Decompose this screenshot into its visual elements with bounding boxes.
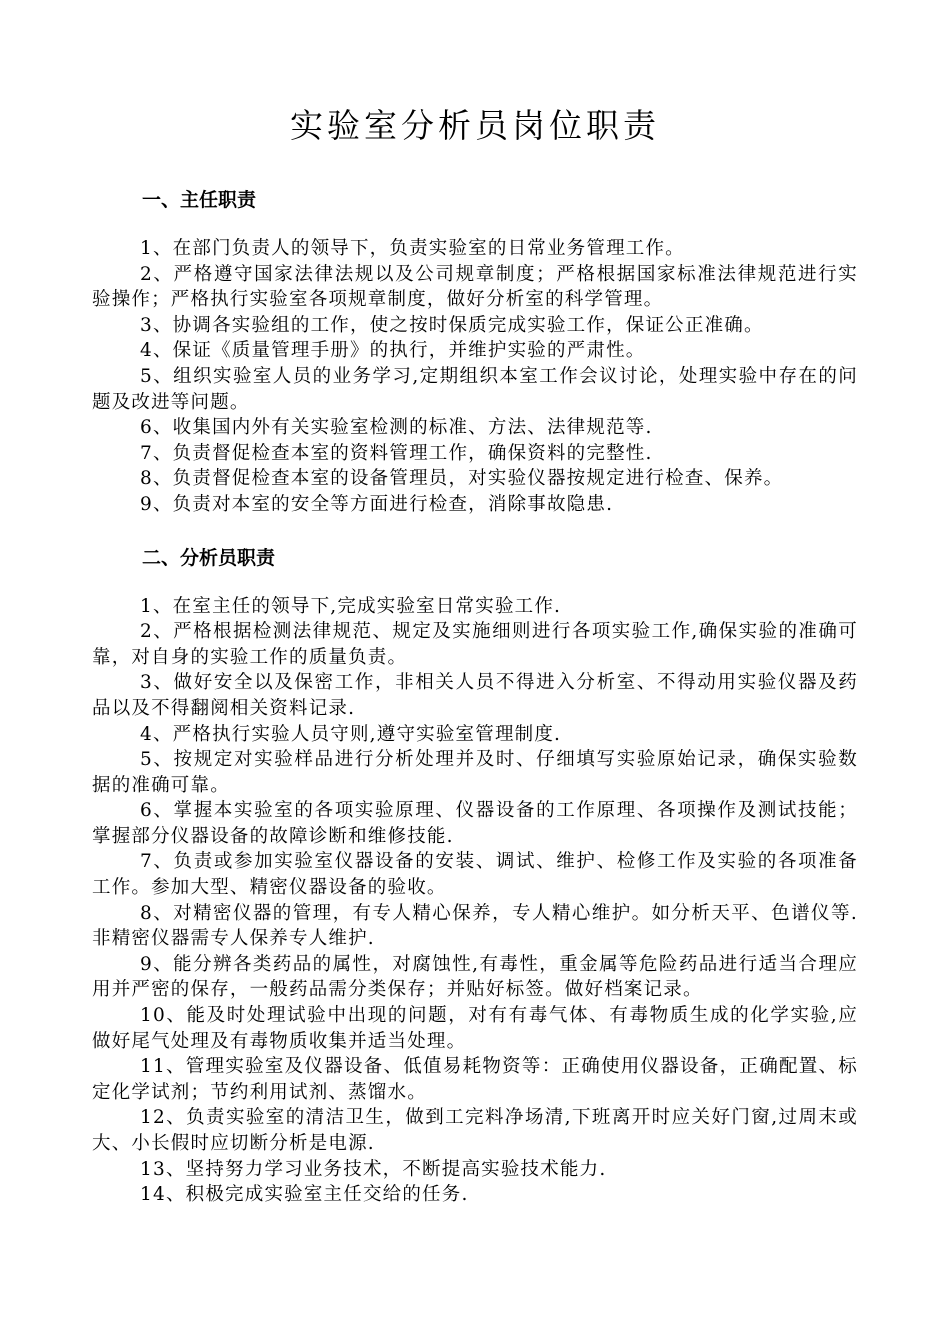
list-item: 3、做好安全以及保密工作，非相关人员不得进入分析室、不得动用实验仪器及药品以及不得翻阅相关资料记录. <box>92 672 858 719</box>
list-item: 2、严格根据检测法律规范、规定及实施细则进行各项实验工作,确保实验的准确可靠，对自身的实验工作的质量负责。 <box>92 621 858 668</box>
section-heading: 二、分析员职责 <box>142 546 276 569</box>
list-item: 1、在室主任的领导下,完成实验室日常实验工作. <box>140 595 562 617</box>
list-item: 4、保证《质量管理手册》的执行，并维护实验的严肃性。 <box>140 340 646 362</box>
list-item: 7、负责督促检查本室的资料管理工作，确保资料的完整性. <box>140 442 653 464</box>
list-item: 1、在部门负责人的领导下，负责实验室的日常业务管理工作。 <box>140 238 685 259</box>
list-item: 14、积极完成实验室主任交给的任务. <box>140 1184 469 1206</box>
director-duties-list <box>92 236 858 518</box>
analyst-duties-list <box>92 594 858 1208</box>
list-item: 9、负责对本室的安全等方面进行检查，消除事故隐患. <box>140 493 614 515</box>
document-title: 实验室分析员岗位职责 <box>290 106 660 145</box>
list-item: 13、坚持努力学习业务技术，不断提高实验技术能力. <box>140 1158 607 1180</box>
list-item: 8、对精密仪器的管理，有专人精心保养，专人精心维护。如分析天平、色谱仪等.非精密仪器需专人保养专人维护. <box>92 902 858 950</box>
list-item: 6、掌握本实验室的各项实验原理、仪器设备的工作原理、各项操作及测试技能；掌握部分仪器设备的故障诊断和维修技能. <box>92 800 858 847</box>
list-item: 10、能及时处理试验中出现的问题，对有有毒气体、有毒物质生成的化学实验,应做好尾气处理及有毒物质收集并适当处理。 <box>92 1005 858 1052</box>
section-director <box>92 186 858 518</box>
section-heading: 一、主任职责 <box>142 189 257 211</box>
list-item: 11、管理实验室及仪器设备、低值易耗物资等：正确使用仪器设备，正确配置、标定化学试剂；节约利用试剂、蒸馏水。 <box>92 1056 858 1103</box>
list-item: 8、负责督促检查本室的设备管理员，对实验仪器按规定进行检查、保养。 <box>140 468 784 490</box>
list-item: 9、能分辨各类药品的属性，对腐蚀性,有毒性，重金属等危险药品进行适当合理应用并严密的保存，一般药品需分类保存；并贴好标签。做好档案记录。 <box>92 953 858 1001</box>
list-item: 4、严格执行实验人员守则,遵守实验室管理制度. <box>140 723 562 745</box>
list-item: 5、组织实验室人员的业务学习,定期组织本室工作会议讨论，处理实验中存在的问题及改进等问题。 <box>92 365 858 413</box>
list-item: 2、严格遵守国家法律法规以及公司规章制度；严格根据国家标准法律规范进行实验操作；严格执行实验室各项规章制度，做好分析室的科学管理。 <box>92 263 858 311</box>
list-item: 12、负责实验室的清洁卫生，做到工完料净场清,下班离开时应关好门窗,过周末或大、小长假时应切断分析是电源. <box>92 1107 858 1154</box>
list-item: 6、收集国内外有关实验室检测的标准、方法、法律规范等. <box>140 417 653 439</box>
list-item: 7、负责或参加实验室仪器设备的安装、调试、维护、检修工作及实验的各项准备工作。参加大型、精密仪器设备的验收。 <box>92 851 858 899</box>
section-analyst <box>92 544 858 1208</box>
list-item: 3、协调各实验组的工作，使之按时保质完成实验工作，保证公正准确。 <box>140 314 764 336</box>
list-item: 5、按规定对实验样品进行分析处理并及时、仔细填写实验原始记录，确保实验数据的准确可靠。 <box>92 749 858 796</box>
